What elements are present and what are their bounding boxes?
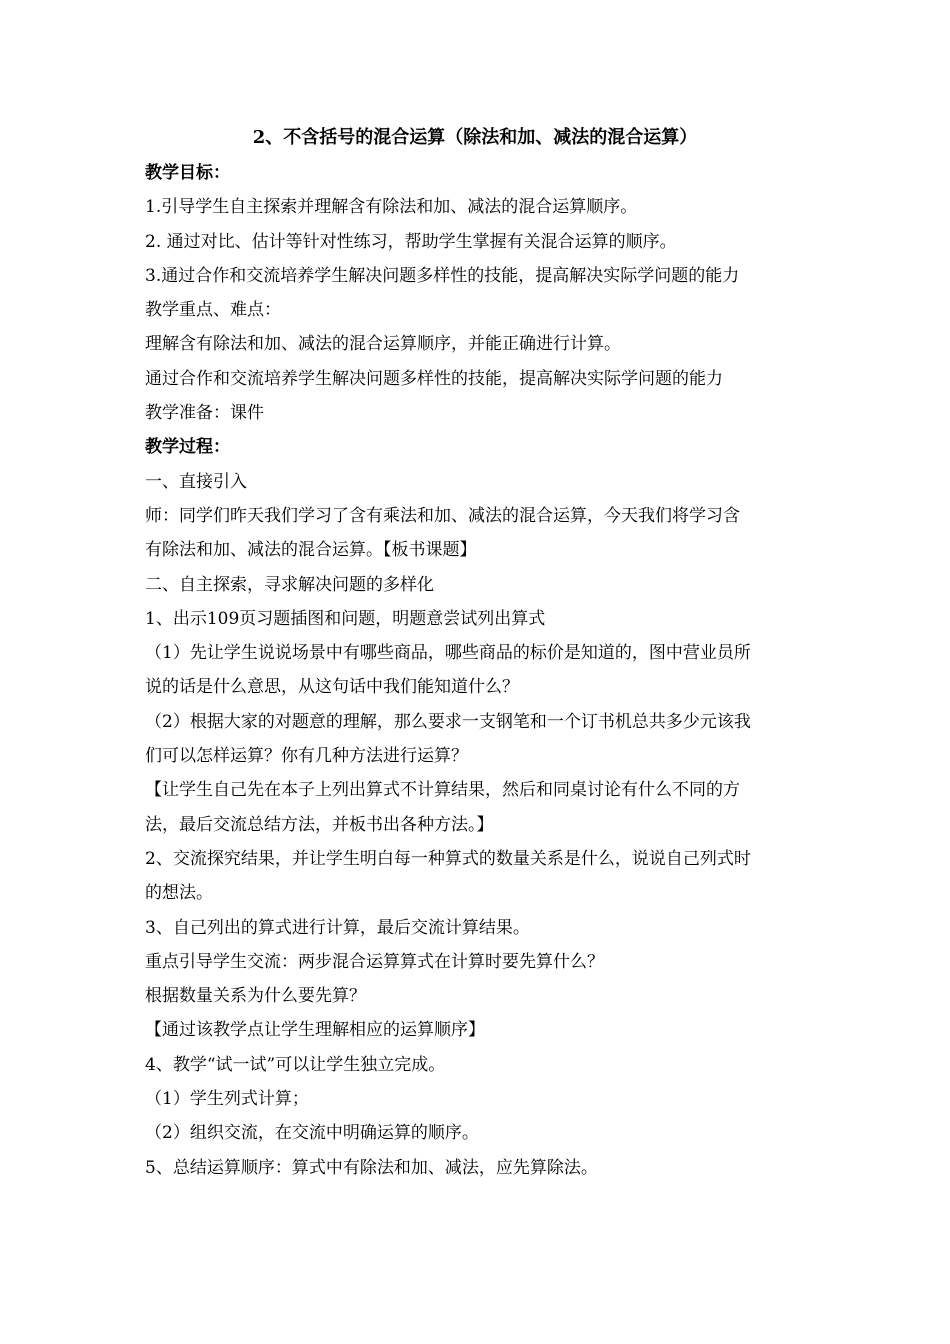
document-line: （2）根据大家的对题意的理解，那么要求一支钢笔和一个订书机总共多少元该我 <box>145 711 751 732</box>
document-line: 2. 通过对比、估计等针对性练习，帮助学生掌握有关混合运算的顺序。 <box>145 231 677 252</box>
document-line: （1）学生列式计算； <box>145 1089 309 1110</box>
document-line: 理解含有除法和加、减法的混合运算顺序，并能正确进行计算。 <box>145 334 621 355</box>
document-line: 一、直接引入 <box>145 471 247 492</box>
document-line: 重点引导学生交流：两步混合运算算式在计算时要先算什么？ <box>145 951 604 972</box>
document-line: 3、自己列出的算式进行计算，最后交流计算结果。 <box>145 917 530 938</box>
document-line: 教学准备：课件 <box>145 403 264 424</box>
document-line: （2）组织交流，在交流中明确运算的顺序。 <box>145 1123 479 1144</box>
document-line: 有除法和加、减法的混合运算。【板书课题】 <box>145 540 477 561</box>
document-line: 5、总结运算顺序：算式中有除法和加、减法，应先算除法。 <box>145 1157 598 1178</box>
document-line: 教学目标： <box>145 163 230 183</box>
document-line: 二、自主探索，寻求解决问题的多样化 <box>145 574 434 595</box>
document-line: 4、教学“试一试”可以让学生独立完成。 <box>145 1054 446 1075</box>
document-body <box>145 156 810 1185</box>
document-line: 教学过程： <box>145 437 230 458</box>
document-line: 2、交流探究结果，并让学生明白每一种算式的数量关系是什么，说说自己列式时 <box>145 848 751 869</box>
document-line: 教学重点、难点： <box>145 300 281 321</box>
document-line: （1）先让学生说说场景中有哪些商品，哪些商品的标价是知道的，图中营业员所 <box>145 643 751 664</box>
document-line: 师：同学们昨天我们学习了含有乘法和加、减法的混合运算，今天我们将学习含 <box>145 505 740 526</box>
document-line: 的想法。 <box>145 883 213 904</box>
document-title: 2、不含括号的混合运算（除法和加、减法的混合运算） <box>252 127 698 148</box>
document-line: 【让学生自己先在本子上列出算式不计算结果，然后和同桌讨论有什么不同的方 <box>145 780 740 801</box>
document-line: 通过合作和交流培养学生解决问题多样性的技能，提高解决实际学问题的能力 <box>145 368 723 389</box>
document-line: 说的话是什么意思，从这句话中我们能知道什么？ <box>145 677 519 698</box>
document-line: 3.通过合作和交流培养学生解决问题多样性的技能，提高解决实际学问题的能力 <box>145 265 740 286</box>
document-line: 1、出示109页习题插图和问题，明题意尝试列出算式 <box>145 608 546 629</box>
document-line: 们可以怎样运算？你有几种方法进行运算？ <box>145 746 468 767</box>
document-line: 【通过该教学点让学生理解相应的运算顺序】 <box>145 1020 485 1041</box>
document-line: 1.引导学生自主探索并理解含有除法和加、减法的混合运算顺序。 <box>145 197 638 218</box>
document-line: 法，最后交流总结方法，并板书出各种方法。】 <box>145 814 494 835</box>
document-line: 根据数量关系为什么要先算？ <box>145 986 366 1007</box>
